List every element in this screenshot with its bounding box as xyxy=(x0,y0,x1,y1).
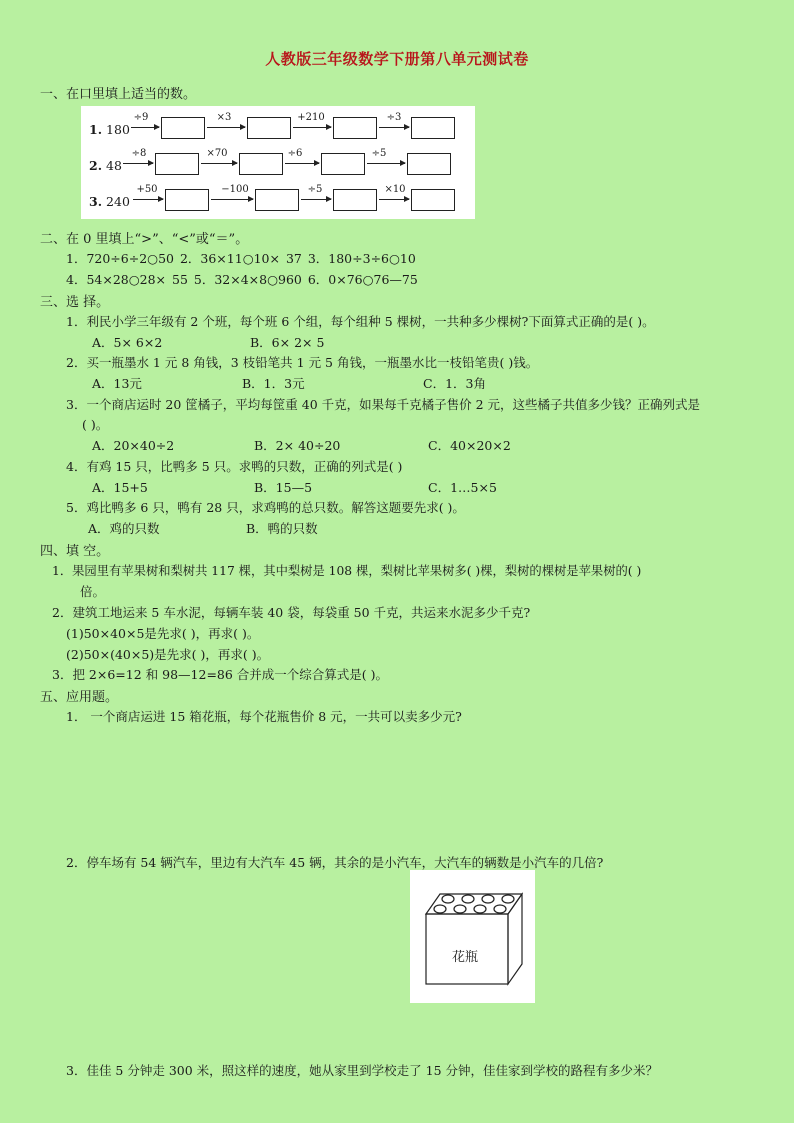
answer-box[interactable] xyxy=(411,189,455,211)
arrow-icon xyxy=(201,163,237,164)
chain-op: ×3 xyxy=(216,112,232,123)
chain-row-2 xyxy=(81,150,475,180)
choice-option[interactable]: A．鸡的只数 xyxy=(88,521,160,536)
arrow-icon xyxy=(293,127,331,128)
chain-row-1 xyxy=(81,114,475,144)
word-problem-3: 3．佳佳 5 分钟走 300 米，照这样的速度，她从家里到学校走了 15 分钟，佳佳家到学校的路程有多少米？ xyxy=(66,1063,659,1078)
arrow-icon xyxy=(123,163,153,164)
choice-option[interactable]: B．15—5 xyxy=(254,480,313,495)
fill-question-3: 3．把 2×6=12 和 98—12=86 合并成一个综合算式是( )。 xyxy=(52,667,389,682)
compare-line-1: 1．720÷6÷2○50 2．36×11○10× 37 3．180÷3÷6○10 xyxy=(66,251,416,266)
choice-option[interactable]: A．5× 6×2 xyxy=(92,335,163,350)
answer-box[interactable] xyxy=(407,153,451,175)
chain-op: ÷6 xyxy=(287,148,303,159)
choice-option[interactable]: A．15+5 xyxy=(92,480,148,495)
chain-op: +210 xyxy=(297,112,325,123)
fill-question-2b: (2)50×(40×5)是先求( )，再求( )。 xyxy=(66,647,270,662)
fill-question-2a: (1)50×40×5是先求( )，再求( )。 xyxy=(66,626,260,641)
choice-option[interactable]: A．20×40÷2 xyxy=(92,438,175,453)
section-3-heading: 三、选 择。 xyxy=(40,295,110,310)
arrow-icon xyxy=(379,199,409,200)
choice-question-3-cont: ( )。 xyxy=(82,417,109,432)
chain-op: ÷3 xyxy=(386,112,402,123)
vase-box-icon xyxy=(410,870,535,1003)
choice-option[interactable]: C．40×20×2 xyxy=(428,438,511,453)
arrow-icon xyxy=(131,127,159,128)
answer-box[interactable] xyxy=(165,189,209,211)
arrow-icon xyxy=(379,127,409,128)
answer-box[interactable] xyxy=(411,117,455,139)
arrow-icon xyxy=(133,199,163,200)
section-4-heading: 四、填 空。 xyxy=(40,544,110,559)
chain-row-3 xyxy=(81,186,475,216)
choice-question-2: 2．买一瓶墨水 1 元 8 角钱，3 枝铅笔共 1 元 5 角钱，一瓶墨水比一枝铅笔贵( )钱。 xyxy=(66,355,539,370)
chain-op: ×70 xyxy=(206,148,228,159)
choice-question-3: 3．一个商店运时 20 筐橘子，平均每筐重 40 千克，如果每千克橘子售价 2 元，这些橘子共值多少钱？正确列式是 xyxy=(66,397,701,412)
word-problem-2: 2．停车场有 54 辆汽车，里边有大汽车 45 辆，其余的是小汽车，大汽车的辆数是小汽车的几倍? xyxy=(66,855,604,870)
choice-option[interactable]: B．鸭的只数 xyxy=(246,521,318,536)
answer-box[interactable] xyxy=(247,117,291,139)
arrow-icon xyxy=(301,199,331,200)
compare-line-2: 4．54×28○28× 55 5．32×4×8○960 6．0×76○76—75 xyxy=(66,272,418,287)
choice-option[interactable]: C．1…5×5 xyxy=(428,480,497,495)
fill-question-2: 2．建筑工地运来 5 车水泥，每辆车装 40 袋，每袋重 50 千克，共运来水泥多少千克? xyxy=(52,605,531,620)
choice-question-4: 4．有鸡 15 只，比鸭多 5 只。求鸭的只数，正确的列式是( ) xyxy=(66,459,403,474)
section-2-heading: 二、在 0 里填上“>”、“<”或“＝”。 xyxy=(40,232,249,247)
arrow-icon xyxy=(211,199,253,200)
answer-box[interactable] xyxy=(333,117,377,139)
chain-start: 3. 240 xyxy=(89,194,130,209)
choice-option[interactable]: B．2× 40÷20 xyxy=(254,438,341,453)
arrow-icon xyxy=(367,163,405,164)
choice-option[interactable]: C．1．3角 xyxy=(423,376,486,391)
vase-box-label: 花瓶 xyxy=(452,950,479,965)
chain-op: ÷9 xyxy=(133,112,149,123)
chain-op: ÷8 xyxy=(131,148,147,159)
vase-box-illustration xyxy=(410,870,535,1003)
choice-option[interactable]: B．6× 2× 5 xyxy=(250,335,325,350)
chain-start: 1. 180 xyxy=(89,122,130,137)
chain-op: ÷5 xyxy=(307,184,323,195)
section-1-heading: 一、在口里填上适当的数。 xyxy=(40,87,197,102)
chain-op: ÷5 xyxy=(371,148,387,159)
choice-question-1: 1．利民小学三年级有 2 个班，每个班 6 个组，每个组种 5 棵树，一共种多少棵树?下面算式正确的是( )。 xyxy=(66,314,655,329)
chain-op: −100 xyxy=(221,184,249,195)
choice-question-5: 5．鸡比鸭多 6 只，鸭有 28 只，求鸡鸭的总只数。解答这题要先求( )。 xyxy=(66,500,465,515)
choice-option[interactable]: A．13元 xyxy=(92,376,142,391)
fill-question-1: 1．果园里有苹果树和梨树共 117 棵，其中梨树是 108 棵，梨树比苹果树多( )棵，梨树的棵树是苹果树的( ) xyxy=(52,564,642,578)
word-problem-1: 1． 一个商店运进 15 箱花瓶，每个花瓶售价 8 元，一共可以卖多少元? xyxy=(66,709,462,724)
choice-option[interactable]: B．1．3元 xyxy=(242,376,305,391)
chain-start: 2. 48 xyxy=(89,158,122,173)
answer-box[interactable] xyxy=(333,189,377,211)
chain-op: ×10 xyxy=(384,184,406,195)
chain-op: +50 xyxy=(136,184,158,195)
arrow-icon xyxy=(285,163,319,164)
operation-chain-figure xyxy=(81,106,475,219)
arrow-icon xyxy=(207,127,245,128)
section-5-heading: 五、应用题。 xyxy=(40,690,119,705)
page-title: 人教版三年级数学下册第八单元测试卷 xyxy=(265,50,529,68)
answer-box[interactable] xyxy=(161,117,205,139)
answer-box[interactable] xyxy=(321,153,365,175)
answer-box[interactable] xyxy=(155,153,199,175)
fill-question-1-cont: 倍。 xyxy=(80,584,106,599)
answer-box[interactable] xyxy=(255,189,299,211)
